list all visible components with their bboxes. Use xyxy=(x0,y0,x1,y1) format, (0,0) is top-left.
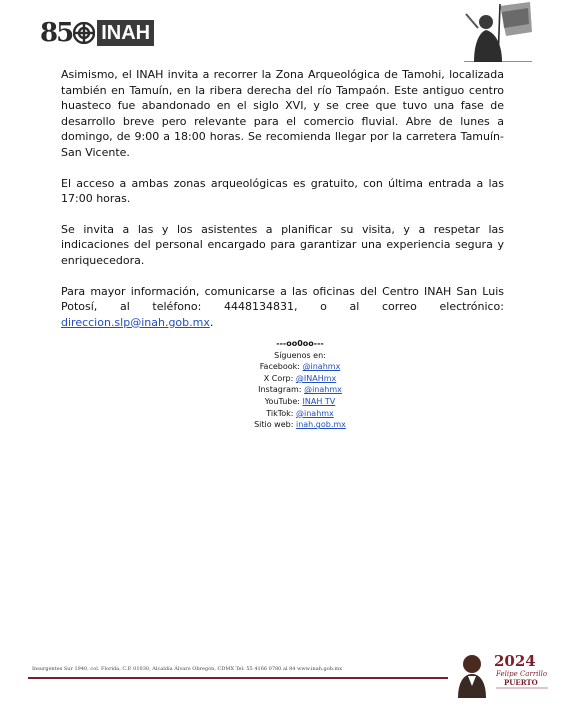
paragraph-tamohi: Asimismo, el INAH invita a recorrer la Zona Arqueológica de Tamohi, localizada también en Tamuín, en la ribera derecha del río Tampaón. Este antiguo centro huasteco fue abandonado en el siglo XVI, y se cree que tuvo una fase de desarrollo breve pero relevante para el comercio fluvial. Abre de lunes a domingo, de 9:00 a 18:00 horas. Se recomienda llegar por la carretera Tamuín-San Vicente. xyxy=(61,68,504,159)
social-links xyxy=(200,338,400,431)
social-label: TikTok: xyxy=(266,408,296,418)
logo-name-line2: PUERTO xyxy=(504,678,538,687)
social-item-x xyxy=(200,373,400,385)
paragraph-contact xyxy=(61,284,504,331)
social-item-tiktok xyxy=(200,408,400,420)
inah-emblem-icon xyxy=(73,22,95,44)
logo-year: 2024 xyxy=(494,652,536,670)
x-corp-link[interactable]: @INAHmx xyxy=(295,373,337,383)
paragraph-access: El acceso a ambas zonas arqueológicas es gratuito, con última entrada a las 17:00 horas. xyxy=(61,176,504,206)
social-label: Instagram: xyxy=(258,385,305,395)
youtube-link[interactable]: INAH TV xyxy=(302,396,336,406)
press-release-body xyxy=(61,67,504,345)
social-label: YouTube: xyxy=(264,396,303,406)
social-item-youtube xyxy=(200,396,400,408)
social-label: X Corp: xyxy=(263,373,296,383)
social-item-instagram xyxy=(200,384,400,396)
logo-name-line1: Felipe Carrillo xyxy=(496,670,548,678)
social-label: Sitio web: xyxy=(254,420,296,430)
facebook-link[interactable]: @inahmx xyxy=(302,362,341,372)
social-label: Facebook: xyxy=(259,362,303,372)
social-item-facebook xyxy=(200,361,400,373)
anniversary-number: 85 xyxy=(40,18,73,48)
social-item-website xyxy=(200,419,400,431)
separator: ---oo0oo--- xyxy=(276,339,324,348)
tiktok-link[interactable]: @inahmx xyxy=(296,408,334,418)
contact-email-link[interactable]: direccion.slp@inah.gob.mx xyxy=(61,315,210,329)
footer-divider xyxy=(28,677,448,679)
contact-text: Para mayor información, comunicarse a las oficinas del Centro INAH San Luis Potosí, al teléfono: 4448134831, o al correo electrónico: xyxy=(61,284,504,314)
flag-illustration xyxy=(462,2,534,62)
brand-name: INAH xyxy=(97,20,154,46)
year-2024-logo xyxy=(452,646,552,698)
contact-end: . xyxy=(209,315,214,329)
website-link[interactable]: inah.gob.mx xyxy=(295,420,346,430)
instagram-link[interactable]: @inahmx xyxy=(304,385,342,395)
social-heading: Síguenos en: xyxy=(274,350,326,360)
footer-address: Insurgentes Sur 1940, col. Florida, C.P. 01030, Alcaldía Álvaro Obregón, CDMX Tel: 55 4166 0780 al 84 www.inah.gob.mx xyxy=(32,666,343,672)
paragraph-recommendation: Se invita a las y los asistentes a planificar su visita, y a respetar las indicaciones del personal encargado para garantizar una experiencia segura y enriquecedora. xyxy=(61,222,504,267)
inah-85-logo xyxy=(40,18,154,48)
